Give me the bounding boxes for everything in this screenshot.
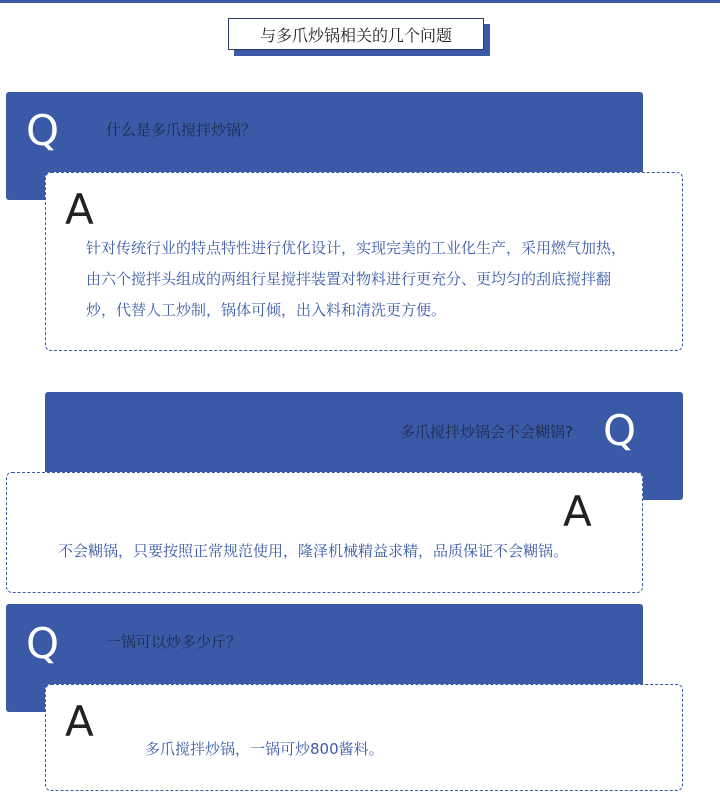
answer-mark-2: A bbox=[563, 487, 592, 536]
section-title bbox=[228, 18, 490, 56]
question-mark-2: Q bbox=[603, 406, 637, 455]
question-mark-3: Q bbox=[26, 619, 60, 668]
answer-line-1-1: 针对传统行业的特点特性进行优化设计，实现完美的工业化生产，采用燃气加热， bbox=[86, 239, 627, 257]
question-text-2: 多爪搅拌炒锅会不会糊锅? bbox=[400, 423, 573, 441]
answer-line-1-3: 炒，代替人工炒制，锅体可倾，出入料和清洗更方便。 bbox=[86, 301, 447, 319]
top-rule bbox=[0, 0, 720, 3]
answer-line-2-1: 不会糊锅，只要按照正常规范使用，隆泽机械精益求精，品质保证不会糊锅。 bbox=[58, 542, 569, 560]
answer-mark-1: A bbox=[65, 185, 94, 234]
answer-mark-3: A bbox=[65, 697, 94, 746]
answer-line-3-1: 多爪搅拌炒锅，一锅可炒800酱料。 bbox=[145, 740, 384, 758]
question-text-1: 什么是多爪搅拌炒锅？ bbox=[106, 121, 257, 139]
answer-panel-2 bbox=[6, 472, 643, 593]
page-title: 与多爪炒锅相关的几个问题 bbox=[228, 18, 484, 50]
question-text-3: 一锅可以炒多少斤？ bbox=[106, 633, 242, 651]
answer-line-1-2: 由六个搅拌头组成的两组行星搅拌装置对物料进行更充分、更均匀的刮底搅拌翻 bbox=[86, 270, 612, 288]
question-mark-1: Q bbox=[26, 106, 60, 155]
